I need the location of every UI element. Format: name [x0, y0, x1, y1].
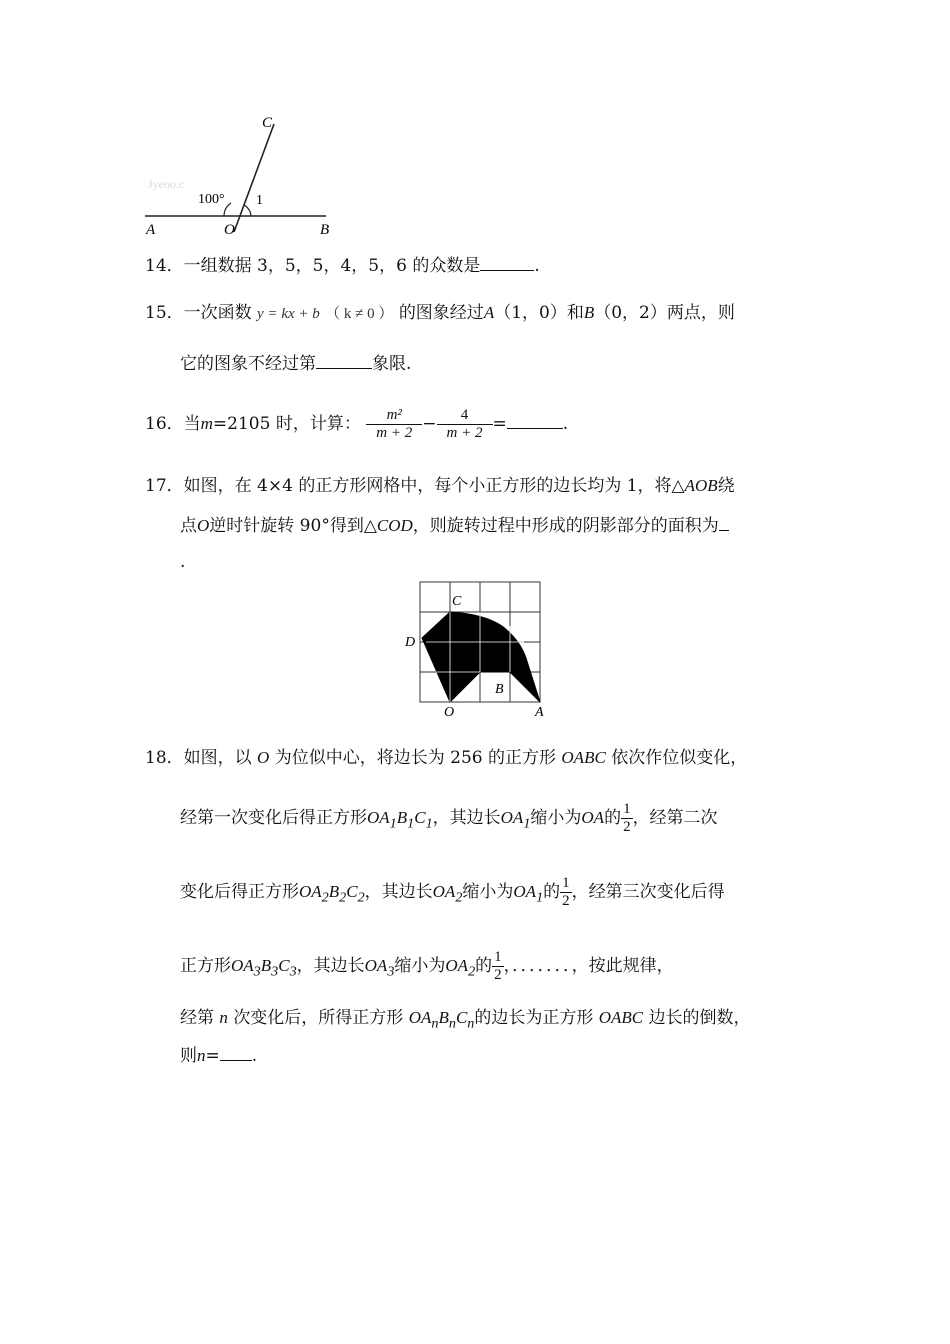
q17-number: 17． [145, 476, 184, 496]
angle-100-label: 100° [198, 192, 225, 207]
question-18-line4 [180, 946, 674, 991]
q18-half-3 [492, 949, 504, 984]
q17-line2b: 逆时针旋转 90°得到△ [209, 516, 377, 536]
q18-l5b: 次变化后，所得正方形 [233, 1008, 404, 1028]
q18-l2c: 缩小为 [530, 808, 582, 828]
fig17-label-d: D [405, 635, 416, 650]
q18-n: n [219, 1008, 228, 1027]
q18-l5a: 经第 [180, 1008, 214, 1028]
half-num: 1 [623, 801, 631, 817]
half-den: 2 [562, 893, 570, 909]
watermark: Jyeoo.c [148, 177, 185, 191]
half-num: 1 [562, 875, 570, 891]
q18-oa1-b: $OA_1$ [513, 882, 544, 906]
q18-l4c: 缩小为 [394, 956, 446, 976]
q18-l2d: ，经第二次 [632, 808, 718, 828]
question-16 [145, 398, 568, 450]
q16-f2-num: 4 [437, 407, 493, 425]
q16-m: m [200, 414, 213, 433]
q17-answer-blank[interactable] [719, 514, 729, 531]
q16-fraction-1 [366, 407, 422, 442]
q15-t1: 一次函数 [183, 303, 252, 323]
fig17-label-a: A [535, 705, 544, 720]
q18-oa2b2c2: $OA_2B_2C_2$ [299, 882, 365, 906]
q18-l2a: 经第一次变化后得正方形 [180, 808, 367, 828]
q18-l5c: 的边长为正方形 [474, 1008, 594, 1028]
q18-oa3b3c3: $OA_3B_3C_3$ [231, 956, 297, 980]
q16-fraction-2 [437, 407, 493, 442]
question-14 [145, 254, 540, 278]
question-17-line1 [145, 474, 735, 498]
q17-line2c: ，则旋转过程中形成的阴影部分的面积为 [412, 516, 719, 536]
half-den: 2 [494, 967, 502, 983]
q15-number: 15． [145, 303, 184, 323]
q14-answer-blank[interactable] [480, 254, 534, 271]
q15-t2: 的图象经过 [398, 303, 484, 323]
q18-oanbncn: $OA_nB_nC_n$ [408, 1008, 475, 1032]
q15-a-coord: （1，0）和 [494, 303, 584, 323]
q18-l6b: = [205, 1046, 220, 1066]
question-18-line5 [180, 1006, 751, 1035]
q18-oa2-b: $OA_2$ [445, 956, 476, 980]
q18-oa2-a: $OA_2$ [432, 882, 463, 906]
q17-line1: 如图，在 4×4 的正方形网格中，每个小正方形的边长均为 1，将△ [183, 476, 685, 496]
q16-f1-num: m² [366, 407, 422, 425]
angle-1-label: 1 [256, 193, 263, 208]
shaded-region [422, 612, 540, 702]
q15-a: A [483, 303, 495, 322]
q17-end: . [180, 552, 186, 572]
q18-o: O [257, 748, 270, 767]
q18-l3b: ，其边长 [364, 882, 433, 902]
q15-b-coord: （0，2）两点，则 [594, 303, 735, 323]
q18-l3a: 变化后得正方形 [180, 882, 299, 902]
q18-de-2: 的 [543, 882, 561, 902]
half-den: 2 [623, 819, 631, 835]
question-18-line6 [180, 1044, 257, 1068]
fig17-label-o: O [444, 705, 455, 720]
q18-half-2 [560, 875, 572, 910]
q14-text: 一组数据 3，5，5，4，5，6 的众数是 [183, 256, 481, 276]
q18-l5d: 边长的倒数， [648, 1008, 751, 1028]
q18-n-2: n [197, 1046, 206, 1065]
q18-l2b: ，其边长 [432, 808, 501, 828]
q15-answer-blank[interactable] [316, 352, 372, 369]
point-label-a: A [146, 222, 156, 238]
q18-l3d: ，经第三次变化后得 [571, 882, 725, 902]
q14-end: . [534, 256, 540, 276]
q16-end: . [562, 414, 569, 434]
question-17-line3 [180, 550, 185, 574]
point-label-b: B [320, 222, 330, 238]
q17-aob: AOB [684, 476, 718, 495]
q14-number: 14． [145, 256, 184, 276]
q18-number: 18． [145, 748, 184, 768]
fig17-label-c: C [452, 594, 462, 609]
q16-t1: 当 [183, 414, 201, 434]
point-label-c: C [262, 115, 273, 131]
q18-l1b: 为位似中心，将边长为 256 的正方形 [274, 748, 556, 768]
q18-half-1 [621, 801, 633, 836]
q18-l4a: 正方形 [180, 956, 231, 976]
q17-line2a: 点 [180, 516, 197, 536]
q18-l3c: 缩小为 [462, 882, 514, 902]
q18-oa1b1c1: $OA_1B_1C_1$ [367, 808, 433, 832]
rotation-grid-figure [402, 578, 552, 720]
q16-eq: = [492, 414, 507, 434]
question-18-line2 [180, 798, 718, 843]
q15-line2b: 象限. [372, 354, 412, 374]
question-15-line2 [180, 352, 411, 376]
q18-oa1-a: $OA_1$ [500, 808, 531, 832]
question-18-line3 [180, 872, 725, 917]
question-15-line1 [145, 301, 735, 326]
q18-de-1: 的 [604, 808, 622, 828]
point-label-o: O [224, 222, 235, 238]
q16-minus: − [422, 414, 437, 434]
angle-figure [140, 108, 340, 240]
question-17-line2 [180, 514, 729, 538]
q15-b: B [583, 303, 595, 322]
q15-cond: （ k ≠ 0 ） [325, 306, 394, 322]
question-18-line1 [145, 746, 747, 770]
q18-end: . [251, 1046, 258, 1066]
q18-oabc-2: OABC [598, 1008, 644, 1027]
fig17-label-b: B [495, 682, 504, 697]
q16-f2-den: m + 2 [446, 425, 483, 441]
q18-l1a: 如图，以 [183, 748, 252, 768]
q18-answer-blank[interactable] [220, 1044, 252, 1061]
half-num: 1 [494, 949, 502, 965]
q15-expr: y = kx + b [257, 306, 320, 322]
q15-line2a: 它的图象不经过第 [180, 354, 316, 374]
q18-oabc: OABC [561, 748, 606, 767]
q18-l4d: ，．．．．．．．，按此规律， [503, 956, 674, 976]
q17-rot: 绕 [717, 476, 735, 496]
q18-oa: OA [581, 808, 605, 827]
q18-l1c: 依次作位似变化， [611, 748, 748, 768]
q18-de-3: 的 [475, 956, 493, 976]
q16-t2: =2105 时，计算： [212, 414, 361, 434]
q17-cod: COD [376, 516, 413, 535]
q16-answer-blank[interactable] [507, 412, 563, 429]
q18-l6a: 则 [180, 1046, 197, 1066]
q17-o: O [197, 516, 210, 535]
q16-number: 16． [145, 414, 184, 434]
q18-l4b: ，其边长 [296, 956, 365, 976]
q16-f1-den: m + 2 [376, 425, 413, 441]
q18-oa3: $OA_3$ [364, 956, 395, 980]
